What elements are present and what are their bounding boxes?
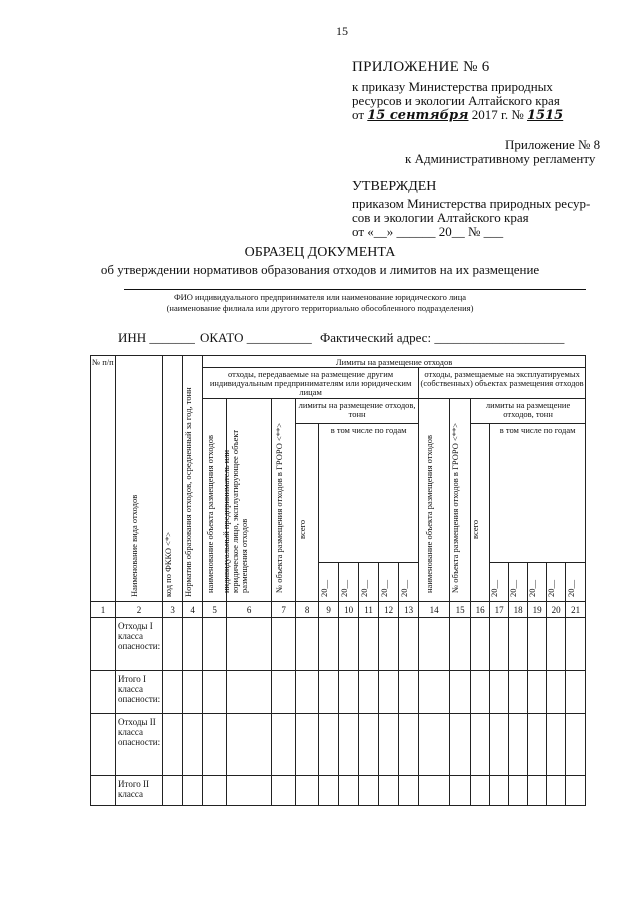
approved-line-1: приказом Министерства природных ресур- bbox=[352, 196, 591, 211]
row-label: Итого II класса bbox=[116, 776, 163, 806]
col-num: 9 bbox=[319, 602, 339, 618]
caption-line-2: (наименование филиала или другого территориально обособленного подразделения) bbox=[166, 303, 474, 313]
col-num: 10 bbox=[339, 602, 359, 618]
header-limits-t-1: лимиты на размещение отходов, тонн bbox=[296, 399, 419, 424]
header-obj-name-1: наименование объекта размещения отходов bbox=[203, 399, 227, 602]
page-number: 15 bbox=[336, 24, 348, 38]
year-col-19: 20__ bbox=[528, 563, 547, 602]
col-num: 14 bbox=[419, 602, 450, 618]
col-num: 6 bbox=[227, 602, 272, 618]
year-col-18: 20__ bbox=[509, 563, 528, 602]
year-col-20: 20__ bbox=[547, 563, 566, 602]
col-num: 4 bbox=[183, 602, 203, 618]
year-col-13: 20__ bbox=[399, 563, 419, 602]
okato-field: ОКАТО __________ bbox=[200, 330, 312, 345]
appendix-title: ПРИЛОЖЕНИЕ № 6 bbox=[352, 59, 490, 75]
col-num: 2 bbox=[116, 602, 163, 618]
year-col-17: 20__ bbox=[490, 563, 509, 602]
row-label: Итого I класса опасности: bbox=[116, 671, 163, 714]
approved-line-2: сов и экологии Алтайского края bbox=[352, 210, 529, 225]
col-num: 1 bbox=[91, 602, 116, 618]
name-underline bbox=[124, 289, 586, 290]
caption-line-1: ФИО индивидуального предпринимателя или наименование юридического лица bbox=[173, 292, 467, 302]
header-groro-2: № объекта размещения отходов в ГРОРО <**> bbox=[450, 399, 471, 602]
col-num: 7 bbox=[272, 602, 296, 618]
address-field: Фактический адрес: ____________________ bbox=[320, 330, 565, 345]
col-num: 18 bbox=[509, 602, 528, 618]
appendix-line-1: к приказу Министерства природных bbox=[352, 79, 553, 94]
col-num: 3 bbox=[163, 602, 183, 618]
attachment-title: Приложение № 8 bbox=[505, 137, 601, 152]
year-col-9: 20__ bbox=[319, 563, 339, 602]
header-total-2: всего bbox=[471, 423, 490, 602]
table-row bbox=[91, 776, 586, 806]
col-num: 12 bbox=[379, 602, 399, 618]
waste-limits-table bbox=[90, 355, 586, 806]
col-num: 21 bbox=[566, 602, 586, 618]
header-by-years-1: в том числе по годам bbox=[319, 423, 419, 563]
col-num: 11 bbox=[359, 602, 379, 618]
appendix-date-line bbox=[352, 108, 563, 123]
header-norm: Норматив образования отходов, осредненный за год, тонн bbox=[183, 356, 203, 602]
document-title: ОБРАЗЕЦ ДОКУМЕНТА bbox=[244, 245, 396, 260]
column-number-row bbox=[91, 602, 586, 618]
row-label: Отходы I класса опасности: bbox=[116, 618, 163, 671]
header-total-1: всего bbox=[296, 423, 319, 602]
date-prefix: от bbox=[352, 107, 365, 122]
col-num: 16 bbox=[471, 602, 490, 618]
header-fkko: код по ФККО <*> bbox=[163, 356, 183, 602]
document-subtitle: об утверждении нормативов образования отходов и лимитов на их размещение bbox=[100, 262, 540, 277]
handwritten-number: 1515 bbox=[527, 108, 564, 123]
year-col-12: 20__ bbox=[379, 563, 399, 602]
table-row bbox=[91, 618, 586, 671]
inn-field: ИНН _______ bbox=[118, 330, 195, 345]
approved-title: УТВЕРЖДЕН bbox=[352, 179, 437, 194]
year-col-10: 20__ bbox=[339, 563, 359, 602]
header-limits-t-2: лимиты на размещение отходов, тонн bbox=[471, 399, 586, 424]
handwritten-date: 15 сентября bbox=[367, 108, 469, 123]
col-num: 13 bbox=[399, 602, 419, 618]
col-num: 20 bbox=[547, 602, 566, 618]
col-num: 19 bbox=[528, 602, 547, 618]
table-row bbox=[91, 671, 586, 714]
col-num: 15 bbox=[450, 602, 471, 618]
header-own: отходы, размещаемые на эксплуатируемых (собственных) объектах размещения отходов bbox=[419, 368, 586, 399]
table-row bbox=[91, 714, 586, 776]
header-operator: индивидуальный предприниматель или юридическое лицо, эксплуатирующее объект размещения отходов bbox=[227, 399, 272, 602]
header-groro-1: № объекта размещения отходов в ГРОРО <**> bbox=[272, 399, 296, 602]
year-col-21: 20__ bbox=[566, 563, 586, 602]
col-num: 17 bbox=[490, 602, 509, 618]
col-num: 5 bbox=[203, 602, 227, 618]
col-num: 8 bbox=[296, 602, 319, 618]
header-waste-name: Наименование вида отходов bbox=[116, 356, 163, 602]
header-obj-name-2: наименование объекта размещения отходов bbox=[419, 399, 450, 602]
year-col-11: 20__ bbox=[359, 563, 379, 602]
date-middle: 2017 г. № bbox=[471, 107, 524, 122]
header-by-years-2: в том числе по годам bbox=[490, 423, 586, 563]
appendix-line-2: ресурсов и экологии Алтайского края bbox=[352, 93, 560, 108]
header-num: № п/п bbox=[91, 356, 116, 602]
attachment-line: к Административному регламенту bbox=[405, 151, 596, 166]
header-transfer: отходы, передаваемые на размещение другим индивидуальным предпринимателям или юридическим лицам bbox=[203, 368, 419, 399]
approved-line-3: от «__» ______ 20__ № ___ bbox=[352, 224, 504, 239]
row-label: Отходы II класса опасности: bbox=[116, 714, 163, 776]
header-limits: Лимиты на размещение отходов bbox=[203, 356, 586, 368]
